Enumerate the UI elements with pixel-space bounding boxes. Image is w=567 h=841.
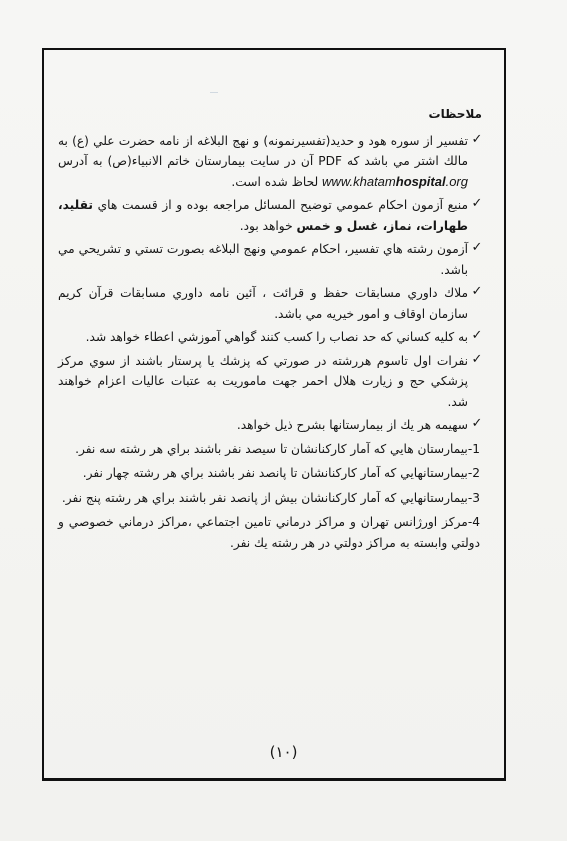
note-item (58, 415, 483, 436)
quota-item-4: 4-مركز اورژانس تهران و مراكز درماني تامين اجتماعي ،مراكز درماني خصوصي و دولتي وابسته به مراكز دولتي در هر رشته يك نفر. (58, 515, 480, 550)
note-text: به كليه كساني كه حد نصاب را كسب كنند گواهي آموزشي اعطاء خواهد شد. (85, 330, 468, 344)
note-bold-text: تقليد، طهارات، نماز، غسل و خمس (58, 198, 468, 233)
note-item (58, 327, 483, 348)
quota-item-2: 2-بيمارستانهايي كه آمار كاركنانشان تا پانصد نفر باشند براي هر رشته چهار نفر. (82, 466, 480, 480)
note-item (58, 283, 483, 324)
check-bullet-icon: ✓ (471, 196, 483, 211)
note-item (58, 239, 483, 280)
note-text: آزمون رشته هاي تفسير، احكام عمومي ونهج البلاغه بصورت تستي و تشريحي مي باشد. (58, 242, 468, 277)
check-bullet-icon: ✓ (471, 328, 483, 343)
quota-item-1: 1-بيمارستان هايي كه آمار كاركنانشان تا سيصد نفر باشند براي هر رشته سه نفر. (75, 441, 480, 456)
check-bullet-icon: ✓ (471, 416, 483, 431)
note-text: ملاك داوري مسابقات حفظ و قرائت ، آئين نامه داوري مسابقات قرآن كريم سازمان اوقاف و امور خيريه مي باشد. (58, 286, 468, 321)
note-text-end: خواهد بود. (239, 218, 297, 233)
note-text: منبع آزمون احكام عمومي توضيح المسائل مراجعه بوده و از قسمت هاي (92, 198, 468, 212)
notes-heading: ملاحظات (428, 107, 482, 121)
check-bullet-icon: ✓ (471, 351, 483, 367)
note-text-end: لحاظ شده است. (231, 174, 323, 189)
note-item (58, 351, 483, 413)
check-bullet-icon: ✓ (471, 131, 483, 147)
note-item (58, 131, 483, 193)
note-text: تفسير از سوره هود و حديد(تفسيرنمونه) و نهج البلاغه از نامه حضرت علي (ع) به مالك اشتر مي باشد كه PDF آن در سايت بيمارستان خاتم الانبياء(ص) به آدرس (58, 133, 468, 168)
page-number: (۱۰) (269, 743, 298, 761)
note-item (58, 195, 483, 236)
notes-section (58, 104, 483, 557)
note-text: سهيمه هر يك از بيمارستانها بشرح ذيل خواهد. (236, 418, 468, 432)
note-text: نفرات اول تاسوم هررشته در صورتي كه پزشك يا پرستار باشند از سوي مركز پزشكي حج و زيارت هلال احمر جهت ماموريت به عتبات عاليات اعزام خواهند شد. (58, 353, 468, 409)
quota-item-3: 3-بيمارستانهايي كه آمار كاركنانشان بيش از پانصد نفر باشند براي هر رشته پنج نفر. (61, 490, 480, 505)
check-bullet-icon: ✓ (471, 284, 483, 299)
website-url: www.khatamhospital.org (322, 173, 468, 189)
check-bullet-icon: ✓ (471, 240, 483, 255)
